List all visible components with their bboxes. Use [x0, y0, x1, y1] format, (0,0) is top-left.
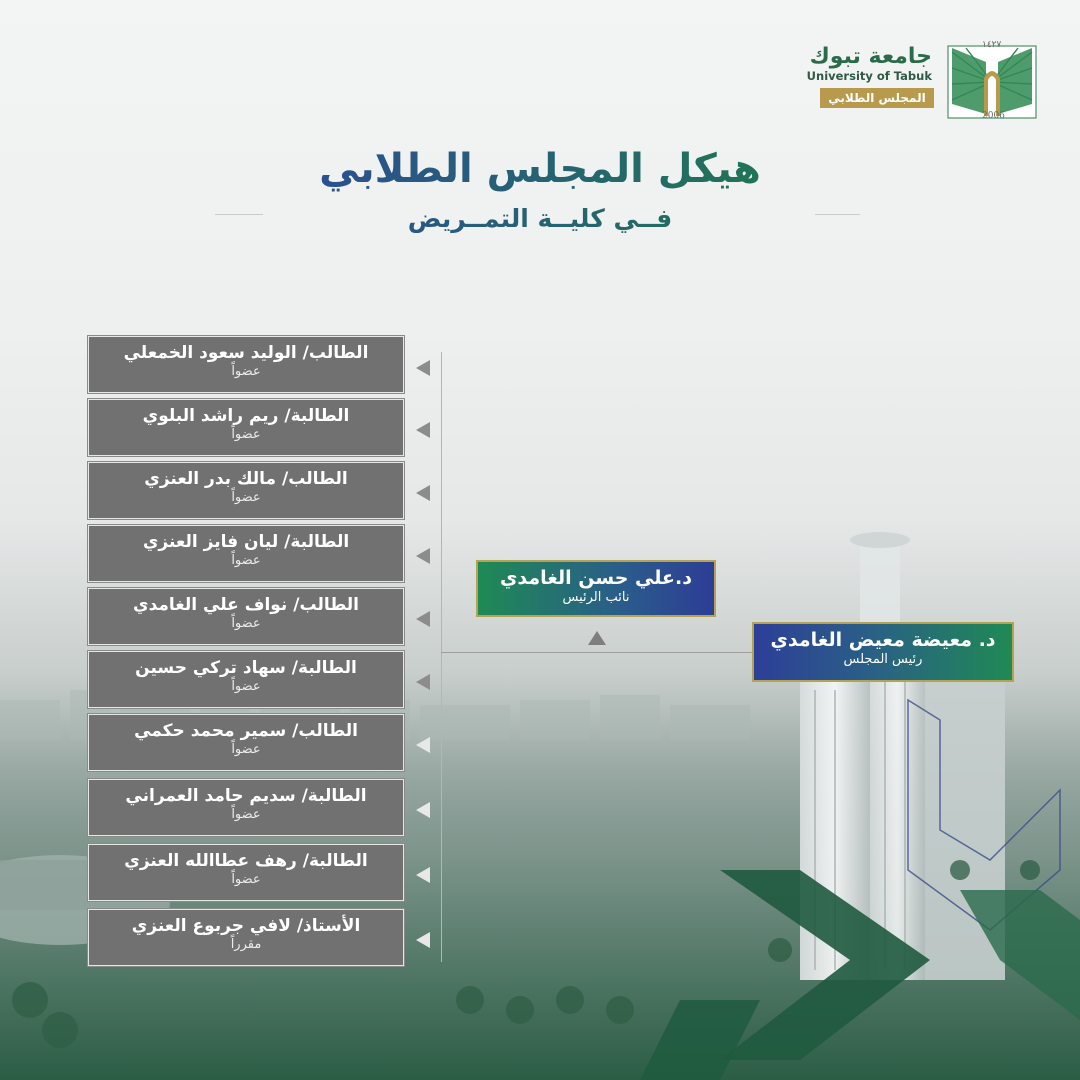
member-pointer-arrow-icon	[416, 422, 430, 438]
member-name: الطالبة/ سهاد تركي حسين	[135, 658, 357, 678]
vice-president-card	[476, 560, 716, 617]
member-name: الطالبة/ ليان فايز العنزي	[142, 532, 350, 552]
member-role: عضواً	[231, 427, 261, 442]
member-name: الطالب/ الوليد سعود الخمعلي	[123, 343, 369, 363]
member-pointer-arrow-icon	[416, 548, 430, 564]
members-connector-line	[441, 352, 442, 962]
member-role: عضواً	[231, 742, 261, 757]
member-card	[88, 525, 404, 582]
member-role: عضواً	[231, 616, 261, 631]
member-pointer-arrow-icon	[416, 737, 430, 753]
vice-president-name: د.علي حسن الغامدي	[500, 567, 692, 589]
page-title: هيكل المجلس الطلابي	[240, 146, 840, 192]
council-chair-card	[752, 622, 1014, 682]
member-card	[88, 462, 404, 519]
member-card	[88, 714, 404, 771]
member-card	[88, 588, 404, 645]
council-chair-role: رئيس المجلس	[843, 652, 923, 667]
member-role: عضواً	[231, 872, 261, 887]
student-council-badge: المجلس الطلابي	[820, 88, 934, 108]
member-role: عضواً	[231, 553, 261, 568]
member-role: عضواً	[231, 364, 261, 379]
university-emblem-icon	[946, 38, 1038, 120]
member-card	[88, 909, 404, 966]
leaders-connector-line	[441, 652, 757, 653]
member-pointer-arrow-icon	[416, 867, 430, 883]
member-role: عضواً	[231, 490, 261, 505]
vice-pointer-arrow-icon	[588, 631, 606, 645]
member-pointer-arrow-icon	[416, 485, 430, 501]
university-name-arabic: جامعة تبوك	[809, 44, 932, 69]
member-name: الطالبة/ سديم حامد العمراني	[125, 786, 367, 806]
hijri-year-label: ١٤٢٧	[982, 40, 1002, 50]
member-card	[88, 399, 404, 456]
member-card	[88, 651, 404, 708]
page-subtitle: فــي كليــة التمــريض	[240, 204, 840, 233]
gregorian-year-label: 2006	[982, 111, 1005, 121]
member-card	[88, 336, 404, 393]
member-pointer-arrow-icon	[416, 802, 430, 818]
member-name: الأستاذ/ لافي جربوع العنزي	[131, 916, 361, 936]
member-name: الطالب/ مالك بدر العنزي	[144, 469, 348, 489]
vice-president-role: نائب الرئيس	[562, 590, 630, 605]
member-name: الطالب/ نواف علي الغامدي	[133, 595, 359, 615]
member-pointer-arrow-icon	[416, 932, 430, 948]
member-pointer-arrow-icon	[416, 360, 430, 376]
member-name: الطالب/ سمير محمد حكمي	[134, 721, 358, 741]
member-pointer-arrow-icon	[416, 611, 430, 627]
council-chair-name: د. معيضة معيض الغامدي	[770, 629, 996, 651]
university-name-english: University of Tabuk	[806, 69, 932, 83]
member-pointer-arrow-icon	[416, 674, 430, 690]
member-card	[88, 844, 404, 901]
member-role: مقرراً	[230, 937, 262, 952]
member-role: عضواً	[231, 679, 261, 694]
member-name: الطالبة/ رهف عطاالله العنزي	[124, 851, 368, 871]
member-card	[88, 779, 404, 836]
member-role: عضواً	[231, 807, 261, 822]
member-name: الطالبة/ ريم راشد البلوي	[142, 406, 350, 426]
